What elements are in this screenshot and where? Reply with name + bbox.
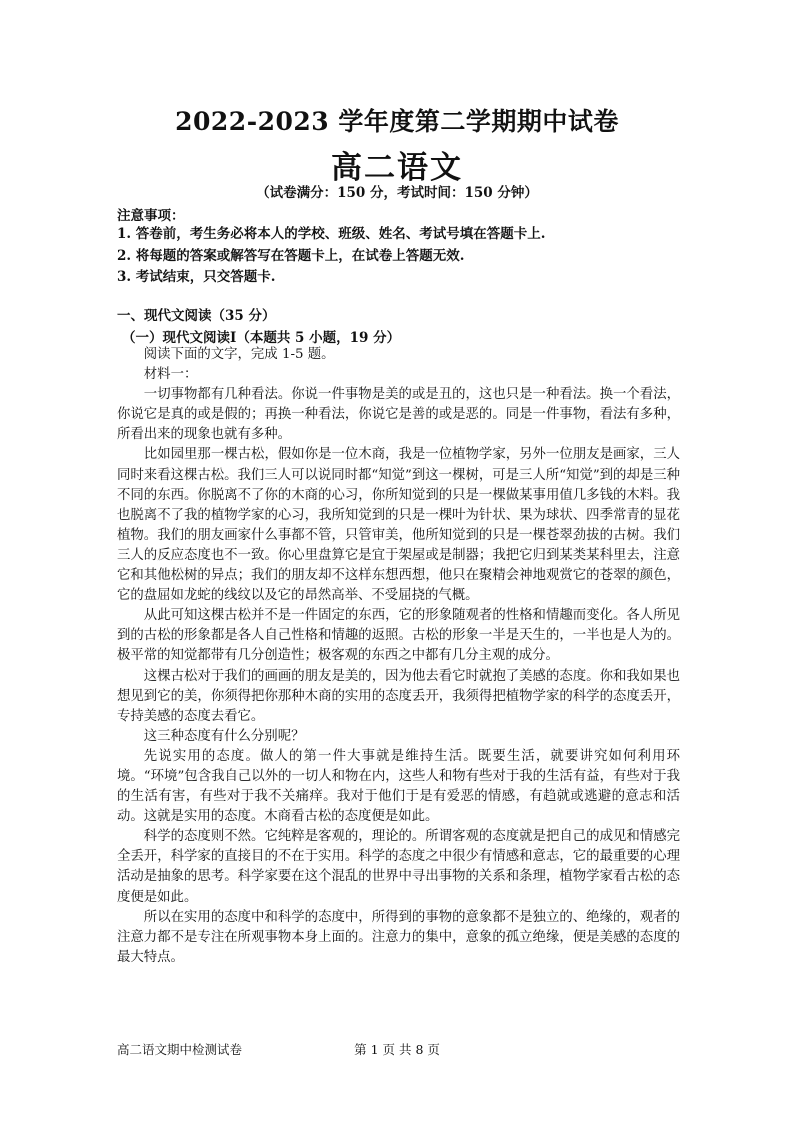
subsection-heading: （一）现代文阅读Ⅰ（本题共 5 小题，19 分）: [122, 330, 401, 346]
instruction-paragraph: 阅读下面的文字，完成 1-5 题。: [143, 347, 335, 362]
notice-list: [117, 224, 697, 289]
exam-meta: （试卷满分：150 分，考试时间：150 分钟）: [256, 185, 538, 201]
footer-exam-name: 高二语文期中检测试卷: [117, 1042, 243, 1057]
section-heading: 一、现代文阅读（35 分）: [117, 308, 276, 324]
notice-item: 2. 将每题的答案或解答写在答题卡上，在试卷上答题无效.: [117, 247, 465, 264]
passage-paragraph: 比如园里那一棵古松，假如你是一位木商，我是一位植物学家，另外一位朋友是画家，三人同时来看这棵古松。我们三人可以说同时都“知觉”到这一棵树，可是三人所“知觉”到的却是三种不同的东西。你脱离不了你的木商的心习，你所知觉到的只是一棵做某事用值几多钱的木料。我也脱离不了我的植物学家的心习，我所知觉到的只是一棵叶为针状、果为球状、四季常青的显花植物。我们的朋友画家什么事都不管，只管审美，他所知觉到的只是一棵苍翠劲拔的古树。我们三人的反应态度也不一致。你心里盘算它是宜于架屋或是制器；我把它归到某类某科里去，注意它和其他松树的异点；我们的朋友却不这样东想西想，他只在聚精会神地观赏它的苍翠的颜色，它的盘屈如龙蛇的线纹以及它的昂然高举、不受屈挠的气概。: [117, 447, 681, 604]
subject-title: 高二语文: [331, 150, 463, 186]
exam-title: 2022-2023 学年度第二学期期中试卷: [175, 107, 619, 136]
page-number: 第 1 页 共 8 页: [354, 1042, 440, 1057]
material-label: 材料一：: [143, 367, 198, 383]
passage-paragraph: 从此可知这棵古松并不是一件固定的东西，它的形象随观者的性格和情趣而变化。各人所见到的古松的形象都是各人自己性格和情趣的返照。古松的形象一半是天生的，一半也是人为的。极平常的知觉都带有几分创造性；极客观的东西之中都有几分主观的成分。: [117, 608, 680, 664]
notice-item: 3. 考试结束，只交答题卡.: [117, 269, 276, 285]
reading-passage: [117, 345, 680, 968]
passage-paragraph: 科学的态度则不然。它纯粹是客观的，理论的。所谓客观的态度就是把自己的成见和情感完全丢开，科学家的直接目的不在于实用。科学的态度之中很少有情感和意志，它的最重要的心理活动是抽象的思考。科学家要在这个混乱的世界中寻出事物的关系和条理，植物学家看古松的态度便是如此。: [117, 829, 680, 905]
passage-paragraph: 这三种态度有什么分别呢？: [143, 728, 305, 744]
passage-paragraph: 一切事物都有几种看法。你说一件事物是美的或是丑的，这也只是一种看法。换一个看法，你说它是真的或是假的；再换一种看法，你说它是善的或是恶的。同是一件事物，看法有多种，所看出来的现象也就有多种。: [117, 387, 680, 443]
passage-paragraph: 先说实用的态度。做人的第一件大事就是维持生活。既要生活，就要讲究如何利用环境。“环境”包含我自己以外的一切人和物在内，这些人和物有些对于我的生活有益，有些对于我的生活有害，有些对于我不关痛痒。我对于他们于是有爱恶的情感，有趋就或逃避的意志和活动。这就是实用的态度。木商看古松的态度便是如此。: [117, 748, 680, 825]
notice-item: 1. 答卷前，考生务必将本人的学校、班级、姓名、考试号填在答题卡上.: [117, 226, 546, 242]
passage-paragraph: 这棵古松对于我们的画画的朋友是美的，因为他去看它时就抱了美感的态度。你和我如果也想见到它的美，你须得把你那种木商的实用的态度丢开，我须得把植物学家的科学的态度丢开，专持美感的态度去看它。: [117, 668, 680, 724]
passage-paragraph: 所以在实用的态度中和科学的态度中，所得到的事物的意象都不是独立的、绝缘的，观者的注意力都不是专注在所观事物本身上面的。注意力的集中，意象的孤立绝缘，便是美感的态度的最大特点。: [117, 909, 680, 965]
notice-heading: 注意事项：: [117, 208, 185, 224]
